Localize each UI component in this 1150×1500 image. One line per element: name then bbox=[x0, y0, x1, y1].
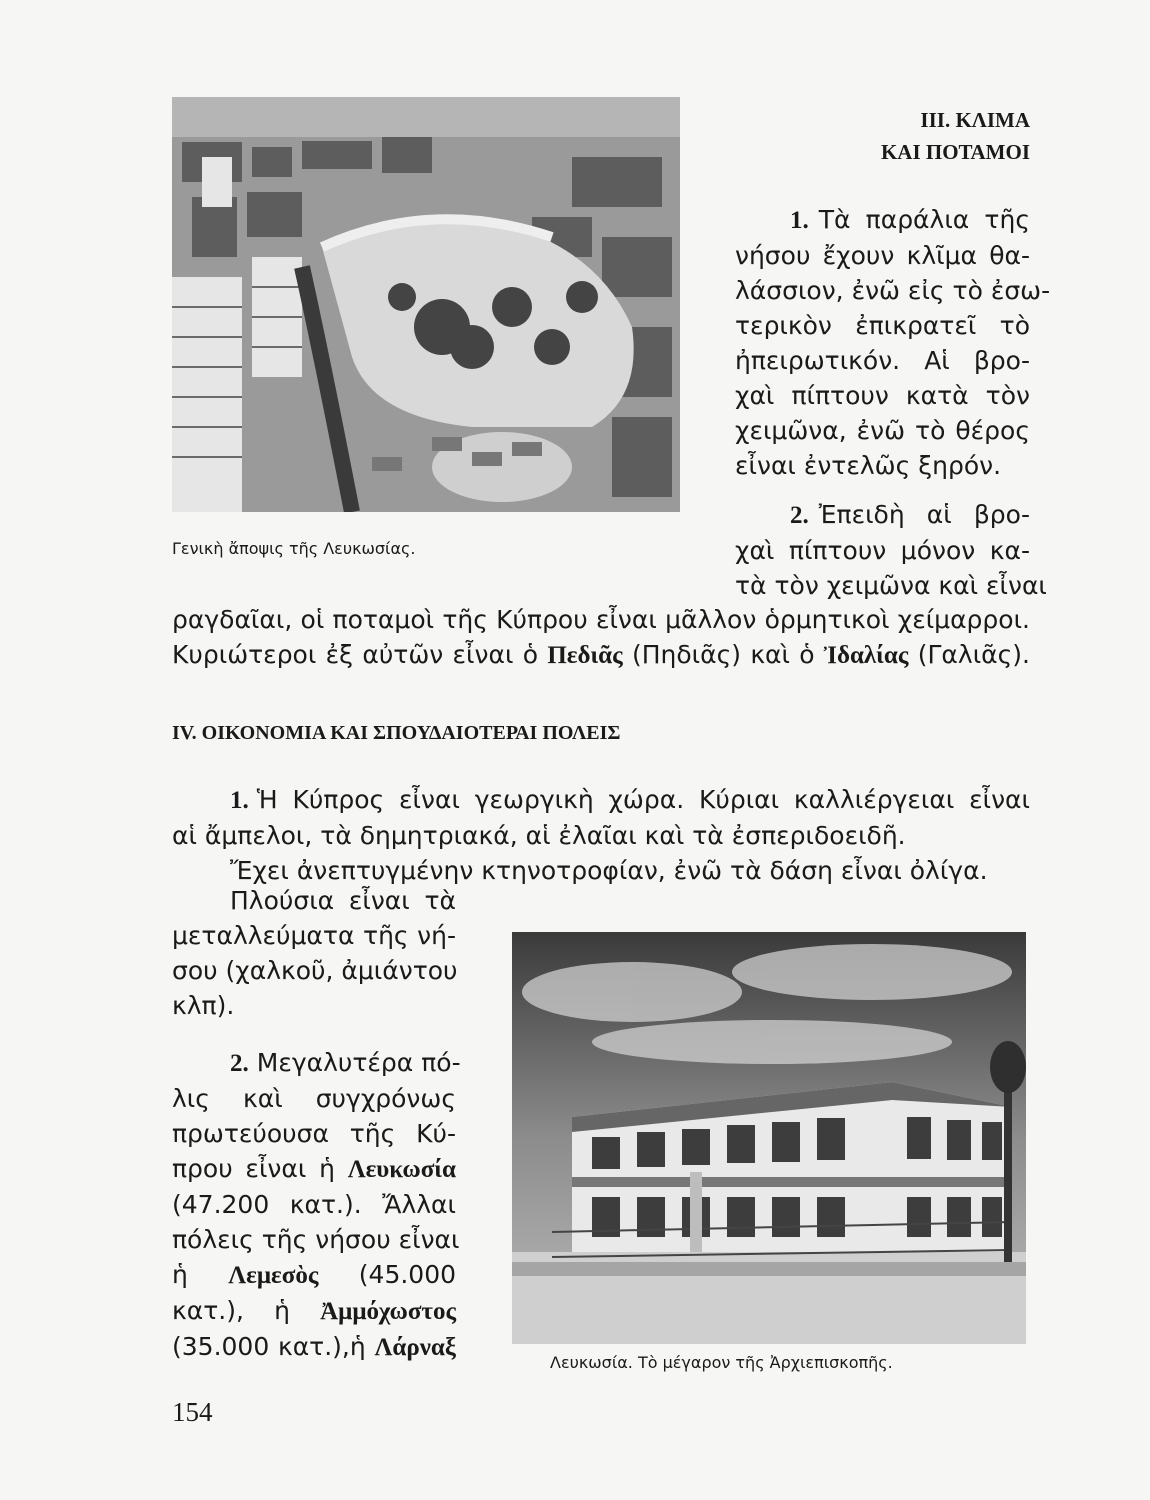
photo-archbishopric bbox=[512, 932, 1026, 1344]
text-line: τερικὸν ἐπικρατεῖ τὸ bbox=[735, 311, 1030, 340]
text-segment: (45.000 bbox=[358, 1260, 457, 1289]
text-line: ἠπειρωτικόν. Αἱ βρο- bbox=[735, 346, 1030, 375]
section3-paragraph2-start bbox=[735, 497, 1047, 603]
text-line: Τὰ παράλια τῆς bbox=[818, 205, 1030, 234]
text-line: σου (χαλκοῦ, ἀμιάντου bbox=[172, 956, 458, 985]
section3-p2-number: 2. bbox=[790, 502, 809, 529]
photo-aerial-nicosia bbox=[172, 97, 680, 512]
text-line: πρωτεύουσα τῆς Κύ- bbox=[172, 1119, 456, 1148]
river-name: Ἰδαλίας bbox=[823, 642, 909, 669]
text-line: λάσσιον, ἐνῶ εἰς τὸ ἐσω- bbox=[735, 276, 1051, 305]
text-line: Πλούσια εἶναι τὰ bbox=[230, 886, 456, 915]
text-line: μεταλλεύματα τῆς νή- bbox=[172, 921, 456, 950]
section3-paragraph1 bbox=[735, 202, 1051, 483]
city-name: Ἀμμόχωστος bbox=[320, 1298, 456, 1325]
text-line: χαὶ πίπτουν μόνον κα- bbox=[735, 536, 1030, 565]
section3-p1-number: 1. bbox=[790, 207, 809, 234]
text-line: νήσου ἔχουν κλῖμα θα- bbox=[735, 241, 1030, 270]
text-segment: (35.000 κατ.),ἡ bbox=[172, 1332, 366, 1361]
text-line: Ἔχει ἀνεπτυγμένην κτηνοτροφίαν, ἐνῶ τὰ δάση εἶναι ὀλίγα. bbox=[230, 856, 988, 885]
archbishopric-photo-image bbox=[512, 932, 1026, 1344]
section3-paragraph2-full bbox=[172, 602, 1030, 673]
photo1-caption: Γενικὴ ἄποψις τῆς Λευκωσίας. bbox=[172, 539, 416, 558]
river-name: Πεδιᾶς bbox=[547, 642, 623, 669]
photo2-caption: Λευκωσία. Τὸ μέγαρον τῆς Ἀρχιεπισκοπῆς. bbox=[550, 1353, 893, 1372]
section3-heading-line2: ΚΑΙ ΠΟΤΑΜΟΙ bbox=[880, 140, 1030, 164]
section4-left-column bbox=[172, 883, 461, 1365]
text-line: πόλεις τῆς νήσου εἶναι bbox=[172, 1225, 460, 1254]
text-line: τὰ τὸν χειμῶνα καὶ εἶναι bbox=[735, 571, 1047, 600]
text-line: Ἐπειδὴ αἱ βρο- bbox=[818, 500, 1030, 529]
section4-heading: IV. ΟΙΚΟΝΟΜΙΑ ΚΑΙ ΣΠΟΥΔΑΙΟΤΕΡΑΙ ΠΟΛΕΙΣ bbox=[172, 722, 621, 744]
text-line: ραγδαῖαι, οἱ ποταμοὶ τῆς Κύπρου εἶναι μᾶλλον ὁρμητικοὶ χείμαρροι. bbox=[172, 605, 1030, 634]
section3-heading bbox=[820, 104, 1030, 168]
text-line: (47.200 κατ.). Ἄλλαι bbox=[172, 1190, 456, 1219]
city-name: Λάρναξ bbox=[374, 1334, 457, 1361]
text-segment: (Πηδιᾶς) καὶ ὁ bbox=[631, 640, 815, 669]
text-segment: Κυριώτεροι ἐξ αὐτῶν εἶναι ὁ bbox=[172, 640, 539, 669]
text-line: αἱ ἄμπελοι, τὰ δημητριακά, αἱ ἐλαῖαι καὶ τὰ ἐσπεριδοειδῆ. bbox=[172, 821, 906, 850]
text-segment: κατ.), ἡ bbox=[172, 1296, 290, 1325]
section4-p1-number: 1. bbox=[230, 787, 249, 814]
aerial-photo-image bbox=[172, 97, 680, 512]
text-segment: (Γαλιᾶς). bbox=[917, 640, 1031, 669]
section3-heading-line1: III. ΚΛΙΜΑ bbox=[920, 108, 1030, 132]
page-number: 154 bbox=[172, 1397, 213, 1427]
text-line: Μεγαλυτέρα πό- bbox=[256, 1048, 461, 1077]
text-segment: ἡ bbox=[172, 1260, 188, 1289]
text-line: χειμῶνα, ἐνῶ τὸ θέρος bbox=[735, 416, 1030, 445]
text-line: χαὶ πίπτουν κατὰ τὸν bbox=[735, 381, 1030, 410]
city-name: Λεμεσὸς bbox=[228, 1262, 319, 1289]
section4-p2-number: 2. bbox=[230, 1050, 249, 1077]
text-segment: πρου εἶναι ἡ bbox=[172, 1154, 335, 1183]
city-name: Λευκωσία bbox=[347, 1156, 457, 1183]
text-line: εἶναι ἐντελῶς ξηρόν. bbox=[735, 451, 1002, 480]
text-line: κλπ). bbox=[172, 991, 235, 1020]
text-line: λις καὶ συγχρόνως bbox=[172, 1084, 456, 1113]
text-line: Ἡ Κύπρος εἶναι γεωργικὴ χώρα. Κύριαι καλλιέργειαι εἶναι bbox=[256, 785, 1030, 814]
section4-paragraph1 bbox=[172, 782, 1030, 888]
